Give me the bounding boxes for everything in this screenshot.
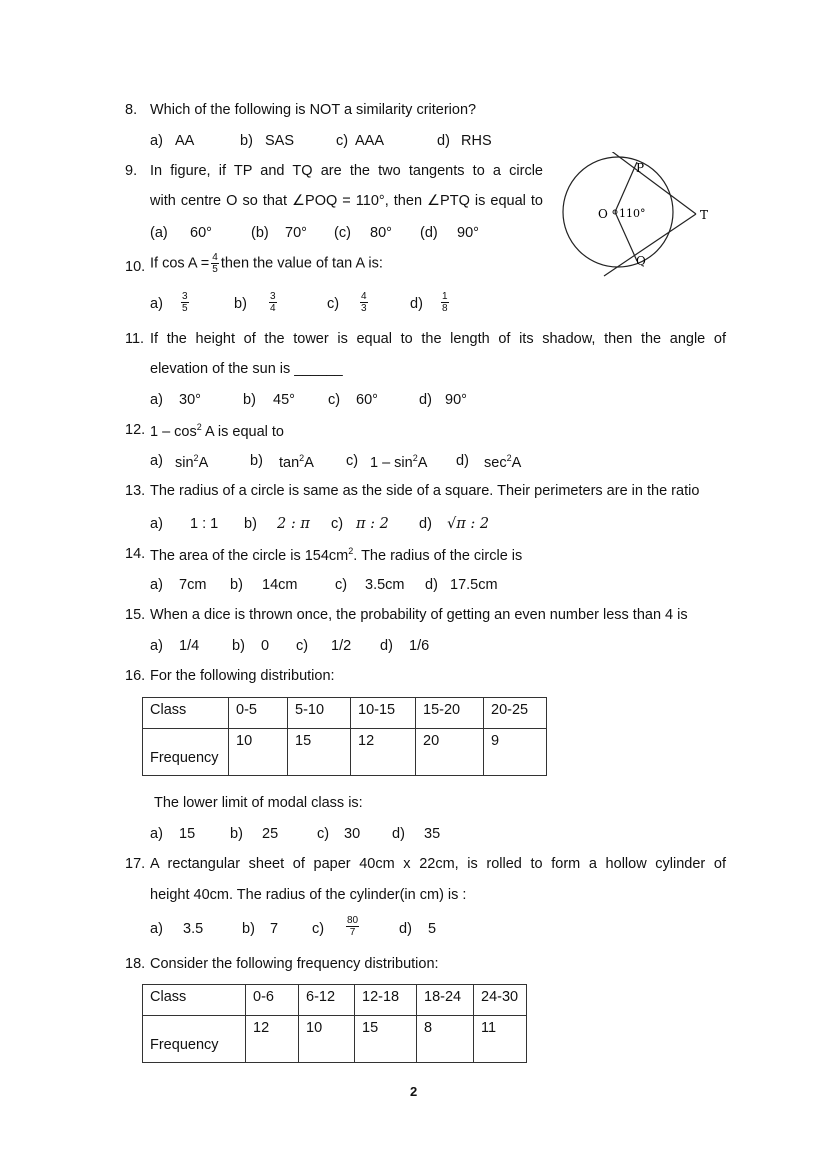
- q17-c-num: 80: [347, 915, 359, 926]
- q15-opt-d: 1/6: [409, 638, 430, 654]
- q13-opt-b: 2 : π: [277, 516, 310, 532]
- q9-opt-a-label: (a): [150, 225, 168, 241]
- q10-b-num: 3: [270, 291, 276, 302]
- q15-text: When a dice is thrown once, the probability of getting an even number less than 4 is: [150, 607, 688, 623]
- q12-sup: 2: [196, 422, 202, 432]
- q12-c-t: 1 – sin: [370, 454, 413, 471]
- q8-number: 8.: [125, 102, 138, 118]
- q18-h0: Class: [143, 985, 246, 1016]
- q14-opt-d: 17.5cm: [450, 577, 498, 593]
- q16-h4: 15-20: [416, 698, 484, 729]
- label-o: O: [598, 207, 608, 221]
- q14-opt-d-label: d): [425, 577, 438, 593]
- q16-opt-b: 25: [262, 826, 279, 842]
- q8-text: Which of the following is NOT a similarity criterion?: [150, 102, 477, 118]
- q18-table-row: [143, 1016, 527, 1063]
- q18-number: 18.: [125, 956, 146, 972]
- q18-table: [142, 984, 527, 1063]
- q16-table-row: [143, 729, 547, 776]
- q14-opt-a-label: a): [150, 577, 163, 593]
- q16-opt-a-label: a): [150, 826, 163, 842]
- q17-line2: height 40cm. The radius of the cylinder(in cm) is :: [150, 887, 467, 903]
- q16-opt-c-label: c): [317, 826, 330, 842]
- q9-opt-c-label: (c): [334, 225, 351, 241]
- q12-opt-c-label: c): [346, 453, 359, 469]
- q10-d-num: 1: [442, 291, 448, 302]
- q13-number: 13.: [125, 483, 146, 499]
- q18-r0: Frequency: [143, 1016, 246, 1063]
- q14-opt-b: 14cm: [262, 577, 298, 593]
- q15-opt-b: 0: [261, 638, 270, 654]
- q10-frac-num: 4: [212, 252, 218, 263]
- q12-b-s: 2: [299, 453, 305, 463]
- q16-h0: Class: [143, 698, 229, 729]
- q12-b-t2: A: [304, 454, 314, 471]
- q16-opt-b-label: b): [230, 826, 243, 842]
- q15-opt-d-label: d): [380, 638, 393, 654]
- q16-r1: 10: [229, 729, 288, 776]
- q12-a-s: 2: [193, 453, 199, 463]
- q9-opt-a: 60°: [190, 225, 212, 241]
- q16-h5: 20-25: [484, 698, 547, 729]
- radius-op: [615, 162, 637, 212]
- q14-pre: The area of the circle is 154cm: [150, 547, 349, 564]
- q12-number: 12.: [125, 422, 146, 438]
- q15-opt-a-label: a): [150, 638, 163, 654]
- q10-fraction: [211, 252, 219, 275]
- q10-opt-a: [179, 291, 191, 314]
- q16-table-header-row: [143, 698, 547, 729]
- q9-line2: with centre O so that ∠POQ = 110°, then ∠PTQ is equal to: [150, 193, 543, 209]
- q14-opt-c-label: c): [335, 577, 348, 593]
- q9-line1: In figure, if TP and TQ are the two tangents to a circle: [150, 163, 543, 179]
- q12-text: [150, 422, 284, 440]
- q16-opt-a: 15: [179, 826, 196, 842]
- q18-h1: 0-6: [246, 985, 299, 1016]
- q11-opt-b: 45°: [273, 392, 295, 408]
- q10-opt-b: [267, 291, 279, 314]
- q12-pre: 1 – cos: [150, 423, 197, 440]
- q13-text: The radius of a circle is same as the side of a square. Their perimeters are in the ratio: [150, 483, 700, 499]
- q12-opt-b: [279, 453, 314, 471]
- q18-h5: 24-30: [474, 985, 527, 1016]
- q16-after: The lower limit of modal class is:: [154, 795, 363, 811]
- q17-opt-c-label: c): [312, 921, 325, 937]
- q11-opt-d-label: d): [419, 392, 432, 408]
- q12-a-t: sin: [175, 454, 194, 471]
- q11-opt-c: 60°: [356, 392, 378, 408]
- q14-post: . The radius of the circle is: [353, 547, 523, 564]
- q17-c-den: 7: [349, 927, 356, 938]
- q8-opt-a: AA: [175, 133, 195, 149]
- q10-d-den: 8: [442, 303, 448, 314]
- q12-opt-d-label: d): [456, 453, 469, 469]
- q12-d-s: 2: [506, 453, 512, 463]
- q13-opt-d: √π : 2: [447, 516, 490, 532]
- q15-opt-c-label: c): [296, 638, 309, 654]
- q17-opt-d-label: d): [399, 921, 412, 937]
- q12-post: A is equal to: [201, 423, 284, 440]
- q18-r2: 10: [299, 1016, 355, 1063]
- q10-number: 10.: [125, 259, 146, 275]
- label-p: P: [636, 161, 645, 175]
- q17-opt-a: 3.5: [183, 921, 204, 937]
- q18-table-header-row: [143, 985, 527, 1016]
- q16-r5: 9: [484, 729, 547, 776]
- q12-opt-a: [175, 453, 208, 471]
- q11-line2: elevation of the sun is ______: [150, 361, 343, 377]
- q14-opt-a: 7cm: [179, 577, 207, 593]
- circle-shape: [563, 157, 673, 267]
- q14-sup: 2: [348, 546, 354, 556]
- q14-text: [150, 546, 522, 564]
- q16-opt-d: 35: [424, 826, 441, 842]
- q16-r3: 12: [351, 729, 416, 776]
- q16-h2: 5-10: [288, 698, 351, 729]
- q11-number: 11.: [125, 331, 145, 347]
- q16-r0: Frequency: [143, 729, 229, 776]
- q15-opt-a: 1/4: [179, 638, 200, 654]
- q16-number: 16.: [125, 668, 146, 684]
- q17-line1: A rectangular sheet of paper 40cm x 22cm, is rolled to form a hollow cylinder of: [150, 856, 726, 872]
- q9-opt-d-label: (d): [420, 225, 438, 241]
- q8-opt-c: AAA: [355, 133, 385, 149]
- q10-opt-a-label: a): [150, 296, 163, 312]
- q18-h3: 12-18: [355, 985, 417, 1016]
- q8-opt-d-label: d): [437, 133, 450, 149]
- q10-opt-b-label: b): [234, 296, 247, 312]
- q17-opt-c: [344, 915, 361, 938]
- q10-a-den: 5: [182, 303, 188, 314]
- q12-d-t2: A: [511, 454, 522, 471]
- q12-opt-a-label: a): [150, 453, 163, 469]
- q12-opt-b-label: b): [250, 453, 263, 469]
- q10-c-den: 3: [361, 303, 367, 314]
- q11-opt-a: 30°: [179, 392, 201, 408]
- q16-opt-c: 30: [344, 826, 361, 842]
- q11-opt-d: 90°: [445, 392, 467, 408]
- tangent-tq: [604, 214, 696, 276]
- q10-opt-d: [439, 291, 451, 314]
- q14-number: 14.: [125, 546, 146, 562]
- q12-opt-d: [484, 453, 521, 471]
- q13-opt-a-label: a): [150, 516, 163, 532]
- q16-opt-d-label: d): [392, 826, 405, 842]
- q10-opt-d-label: d): [410, 296, 423, 312]
- q10-a-num: 3: [182, 291, 188, 302]
- page-number: 2: [410, 1084, 418, 1099]
- q12-opt-c: [370, 453, 427, 471]
- q12-b-t: tan: [279, 454, 300, 471]
- q18-h2: 6-12: [299, 985, 355, 1016]
- q17-opt-d: 5: [428, 921, 437, 937]
- tangent-tp: [610, 152, 696, 214]
- q10-post: then the value of tan A is:: [220, 255, 383, 272]
- q18-r1: 12: [246, 1016, 299, 1063]
- q17-opt-b-label: b): [242, 921, 255, 937]
- q18-text: Consider the following frequency distribution:: [150, 956, 439, 972]
- q11-opt-c-label: c): [328, 392, 341, 408]
- q12-c-t2: A: [417, 454, 428, 471]
- q8-opt-b: SAS: [265, 133, 295, 149]
- q10-opt-c: [358, 291, 370, 314]
- q10-opt-c-label: c): [327, 296, 340, 312]
- q8-opt-b-label: b): [240, 133, 253, 149]
- q10-c-num: 4: [361, 291, 367, 302]
- q15-opt-b-label: b): [232, 638, 245, 654]
- q16-r4: 20: [416, 729, 484, 776]
- q9-opt-b: 70°: [285, 225, 307, 241]
- tangent-circle-figure: [558, 152, 718, 280]
- q17-number: 17.: [125, 856, 146, 872]
- q18-r4: 8: [417, 1016, 474, 1063]
- q16-h1: 0-5: [229, 698, 288, 729]
- q9-opt-d: 90°: [457, 225, 479, 241]
- q12-d-t: sec: [484, 454, 507, 471]
- q11-opt-b-label: b): [243, 392, 256, 408]
- q17-opt-b: 7: [270, 921, 279, 937]
- q12-a-t2: A: [198, 454, 209, 471]
- q13-opt-d-label: d): [419, 516, 432, 532]
- q14-opt-b-label: b): [230, 577, 243, 593]
- q16-r2: 15: [288, 729, 351, 776]
- q10-text: [150, 252, 383, 275]
- q8-opt-c-label: c): [336, 133, 349, 149]
- label-angle: 110°: [619, 207, 646, 220]
- q9-number: 9.: [125, 163, 138, 179]
- q18-h4: 18-24: [417, 985, 474, 1016]
- q16-h3: 10-15: [351, 698, 416, 729]
- q9-opt-c: 80°: [370, 225, 392, 241]
- q13-opt-b-label: b): [244, 516, 257, 532]
- q8-opt-d: RHS: [461, 133, 492, 149]
- label-q: Q: [636, 254, 646, 268]
- q13-opt-c-label: c): [331, 516, 344, 532]
- q10-pre: If cos A =: [150, 255, 210, 272]
- q17-opt-a-label: a): [150, 921, 163, 937]
- label-t: T: [700, 208, 709, 222]
- q10-b-den: 4: [270, 303, 276, 314]
- q11-line1: If the height of the tower is equal to the length of its shadow, then the angle of: [150, 331, 726, 347]
- q9-opt-b-label: (b): [251, 225, 269, 241]
- q11-opt-a-label: a): [150, 392, 163, 408]
- q16-table: [142, 697, 547, 776]
- q16-text: For the following distribution:: [150, 668, 335, 684]
- q15-opt-c: 1/2: [331, 638, 352, 654]
- q15-number: 15.: [125, 607, 146, 623]
- q12-c-s: 2: [412, 453, 418, 463]
- q13-opt-c: π : 2: [356, 516, 389, 532]
- q10-frac-den: 5: [212, 264, 218, 275]
- q18-r3: 15: [355, 1016, 417, 1063]
- q13-opt-a: 1 : 1: [190, 516, 219, 532]
- q14-opt-c: 3.5cm: [365, 577, 405, 593]
- q8-opt-a-label: a): [150, 133, 163, 149]
- q18-r5: 11: [474, 1016, 527, 1063]
